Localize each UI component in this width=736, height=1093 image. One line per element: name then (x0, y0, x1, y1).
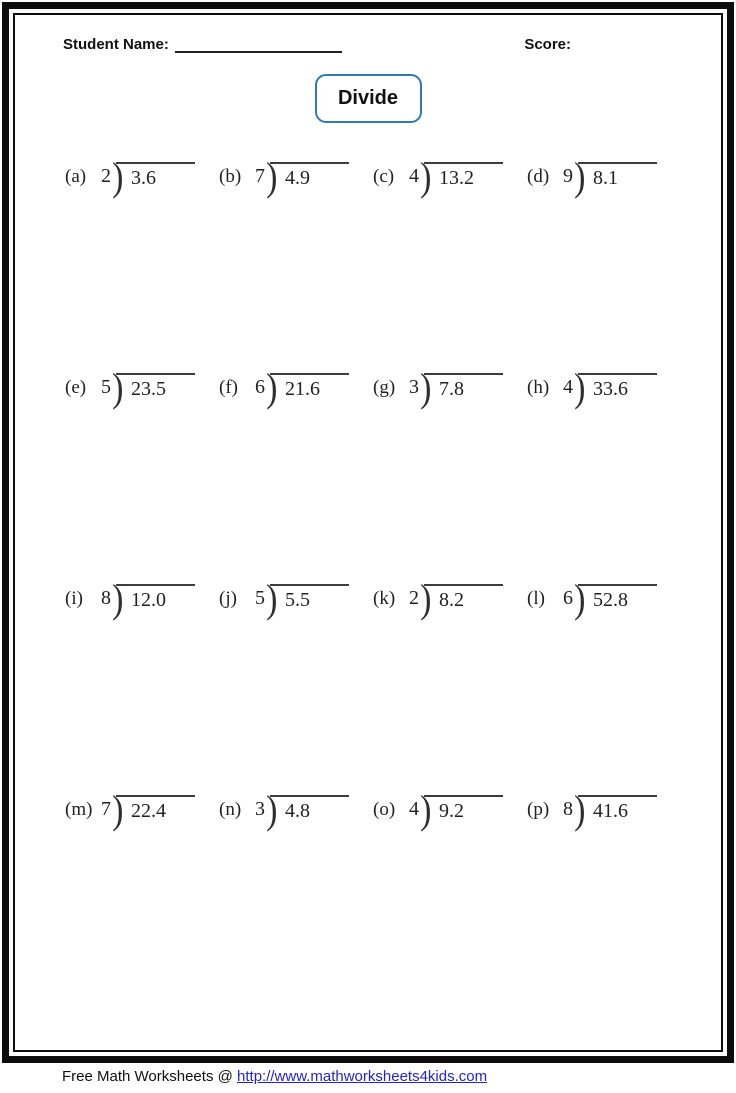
problem-cell (527, 576, 681, 787)
division-problem-n (219, 787, 373, 830)
long-division-bracket-icon (111, 576, 126, 619)
worksheet-header (63, 36, 571, 53)
division-problem-b (219, 154, 373, 197)
long-division-bracket-icon (573, 154, 588, 197)
student-name-blank-line (175, 36, 342, 53)
division-problem-j (219, 576, 373, 619)
long-division-bracket-icon (111, 154, 126, 197)
division-problem-m (65, 787, 219, 830)
problem-label: (k) (373, 588, 396, 609)
long-division-bracket-icon (573, 576, 588, 619)
problem-cell (219, 787, 373, 998)
long-division-bracket-icon (265, 787, 280, 830)
dividend: 22.4 (116, 795, 195, 823)
divisor: 7 (255, 165, 265, 187)
dividend: 12.0 (116, 584, 195, 612)
divisor: 8 (563, 798, 573, 820)
dividend: 52.8 (578, 584, 657, 612)
divisor: 5 (101, 376, 111, 398)
divisor: 5 (255, 587, 265, 609)
problem-cell (527, 365, 681, 576)
divisor: 4 (409, 165, 419, 187)
division-problem-o (373, 787, 527, 830)
problem-label: (j) (219, 588, 237, 609)
divisor: 6 (563, 587, 573, 609)
long-division-bracket-icon (419, 787, 434, 830)
divisor: 3 (255, 798, 265, 820)
problem-label: (d) (527, 166, 550, 187)
division-problem-i (65, 576, 219, 619)
problem-label: (g) (373, 377, 396, 398)
long-division-bracket-icon (111, 787, 126, 830)
worksheet-title-box (315, 74, 422, 123)
problem-label: (a) (65, 166, 87, 187)
problem-label: (b) (219, 166, 242, 187)
dividend: 33.6 (578, 373, 657, 401)
student-name-field (63, 36, 342, 53)
divisor: 6 (255, 376, 265, 398)
problem-cell (65, 787, 219, 998)
divisor: 9 (563, 165, 573, 187)
long-division-bracket-icon (265, 365, 280, 408)
divisor: 4 (563, 376, 573, 398)
division-problem-h (527, 365, 681, 408)
problem-cell (373, 787, 527, 998)
problem-cell (65, 576, 219, 787)
score-label: Score: (524, 36, 571, 53)
problem-label: (h) (527, 377, 550, 398)
problems-grid (65, 154, 681, 998)
long-division-bracket-icon (419, 365, 434, 408)
dividend: 3.6 (116, 162, 195, 190)
problem-label: (l) (527, 588, 545, 609)
problem-cell (65, 154, 219, 365)
problem-label: (p) (527, 799, 550, 820)
problem-cell (527, 787, 681, 998)
problem-cell (219, 576, 373, 787)
long-division-bracket-icon (265, 154, 280, 197)
dividend: 4.8 (270, 795, 349, 823)
problem-cell (65, 365, 219, 576)
problem-label: (m) (65, 799, 93, 820)
problem-label: (n) (219, 799, 242, 820)
page-inner-border (13, 13, 723, 1052)
problem-label: (i) (65, 588, 83, 609)
dividend: 7.8 (424, 373, 503, 401)
footer (62, 1068, 487, 1085)
problem-cell (373, 576, 527, 787)
divisor: 8 (101, 587, 111, 609)
dividend: 5.5 (270, 584, 349, 612)
division-problem-f (219, 365, 373, 408)
problem-cell (373, 154, 527, 365)
divisor: 7 (101, 798, 111, 820)
problem-label: (f) (219, 377, 238, 398)
student-name-label: Student Name: (63, 36, 169, 53)
divisor: 2 (409, 587, 419, 609)
problem-label: (c) (373, 166, 395, 187)
long-division-bracket-icon (265, 576, 280, 619)
division-problem-g (373, 365, 527, 408)
problem-cell (219, 365, 373, 576)
long-division-bracket-icon (573, 365, 588, 408)
dividend: 4.9 (270, 162, 349, 190)
dividend: 8.1 (578, 162, 657, 190)
division-problem-k (373, 576, 527, 619)
division-problem-a (65, 154, 219, 197)
problem-label: (o) (373, 799, 396, 820)
division-problem-p (527, 787, 681, 830)
long-division-bracket-icon (419, 576, 434, 619)
long-division-bracket-icon (419, 154, 434, 197)
problem-cell (527, 154, 681, 365)
division-problem-d (527, 154, 681, 197)
footer-text: Free Math Worksheets @ (62, 1068, 233, 1085)
footer-link[interactable]: http://www.mathworksheets4kids.com (237, 1068, 488, 1085)
division-problem-e (65, 365, 219, 408)
dividend: 8.2 (424, 584, 503, 612)
divisor: 4 (409, 798, 419, 820)
long-division-bracket-icon (111, 365, 126, 408)
dividend: 13.2 (424, 162, 503, 190)
problem-label: (e) (65, 377, 87, 398)
dividend: 21.6 (270, 373, 349, 401)
problem-cell (219, 154, 373, 365)
problem-cell (373, 365, 527, 576)
dividend: 41.6 (578, 795, 657, 823)
dividend: 9.2 (424, 795, 503, 823)
divisor: 2 (101, 165, 111, 187)
divisor: 3 (409, 376, 419, 398)
division-problem-c (373, 154, 527, 197)
worksheet-title: Divide (337, 87, 399, 109)
page-border (2, 2, 734, 1063)
long-division-bracket-icon (573, 787, 588, 830)
dividend: 23.5 (116, 373, 195, 401)
division-problem-l (527, 576, 681, 619)
